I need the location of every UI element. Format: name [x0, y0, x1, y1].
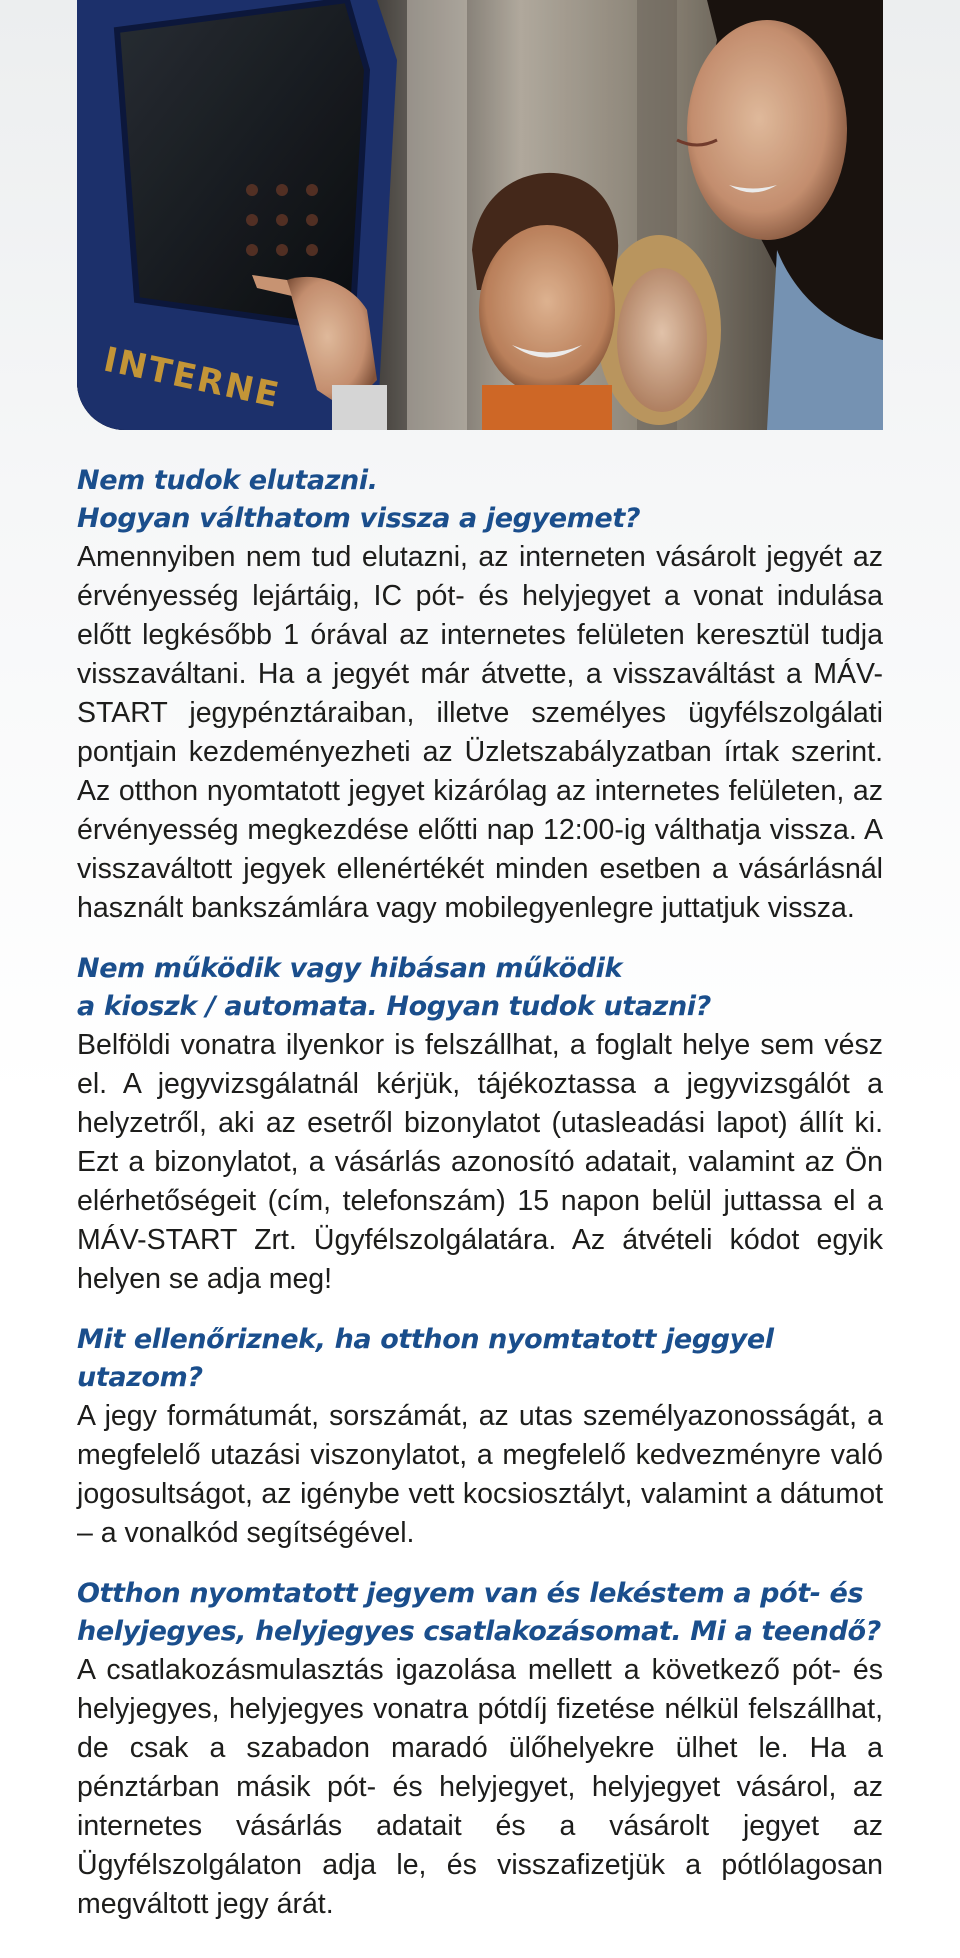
faq-item [77, 462, 883, 928]
faq-answer: Amennyiben nem tud elutazni, az interneten vásárolt jegyét az érvényesség lejártáig, IC pót- és helyjegyet a vonat indulása előtt legkésőbb 1 órával az internetes felületen keresztül tudja visszaváltani. Ha a jegyét már átvette, a visszaváltást a MÁV-START jegypénztáraiban, illetve személyes ügyfélszolgálati pontjain kezdeményezheti az Üzletszabályzatban írtak szerint. Az otthon nyomtatott jegyet kizárólag az internetes felületen, az érvényesség megkezdése előtti nap 12:00-ig válthatja vissza. A visszaváltott jegyek ellenértékét minden esetben a vásárlásnál használt bankszámlára vagy mobilegyenlegre juttatjuk vissza. [77, 541, 883, 924]
faq-item [77, 1321, 883, 1553]
hero-photo [77, 0, 883, 430]
faq-answer: Belföldi vonatra ilyenkor is felszállhat, a foglalt helye sem vész el. A jegyvizsgálatnál kérjük, tájékoztassa a jegyvizsgálót a helyzetről, aki az esetről bizonylatot (utasleadási lapot) állít ki. Ezt a bizonylatot, a vásárlás azonosító adatait, valamint az Ön elérhetőségeit (cím, telefonszám) 15 napon belül juttassa el a MÁV-START Zrt. Ügyfélszolgálatára. Az átvételi kódot egyik helyen se adja meg! [77, 1029, 883, 1295]
faq-question [77, 1575, 883, 1651]
faq-question-line: a kioszk / automata. Hogyan tudok utazni? [77, 991, 711, 1022]
faq-answer: A jegy formátumát, sorszámát, az utas személyazonosságát, a megfelelő utazási viszonylatot, a megfelelő kedvezményre való jogosultságot, az igénybe vett kocsiosztályt, valamint a dátumot – a vonalkód segítségével. [77, 1400, 883, 1549]
hero-illustration [77, 0, 883, 430]
faq-question-line: Hogyan válthatom vissza a jegyemet? [77, 503, 641, 534]
faq-question [77, 1321, 883, 1397]
faq-question [77, 462, 883, 538]
faq-question [77, 950, 883, 1026]
faq-answer: A csatlakozásmulasztás igazolása mellett a következő pót- és helyjegyes, helyjegyes vonatra pótdíj fizetése nélkül felszállhat, de csak a szabadon maradó ülőhelyekre ülhet le. Ha a pénztárban másik pót- és helyjegyet, helyjegyet vásárol, az internetes vásárlás adatait és a vásárolt jegyet az Ügyfélszolgálaton adja le, és visszafizetjük a pótlólagosan megváltott jegy árát. [77, 1654, 883, 1920]
faq-question-line: Nem tudok elutazni. [77, 465, 378, 496]
faq-question-line: Mit ellenőriznek, ha otthon nyomtatott jeggyel utazom? [77, 1324, 774, 1393]
faq-content [77, 462, 883, 1946]
faq-item [77, 1575, 883, 1924]
kiosk-sign: INTERNE [100, 339, 284, 417]
faq-question-line: Nem működik vagy hibásan működik [77, 953, 622, 984]
faq-question-line: helyjegyes, helyjegyes csatlakozásomat. Mi a teendő? [77, 1616, 881, 1647]
faq-question-line: Otthon nyomtatott jegyem van és lekéstem a pót- és [77, 1578, 864, 1609]
faq-item [77, 950, 883, 1299]
